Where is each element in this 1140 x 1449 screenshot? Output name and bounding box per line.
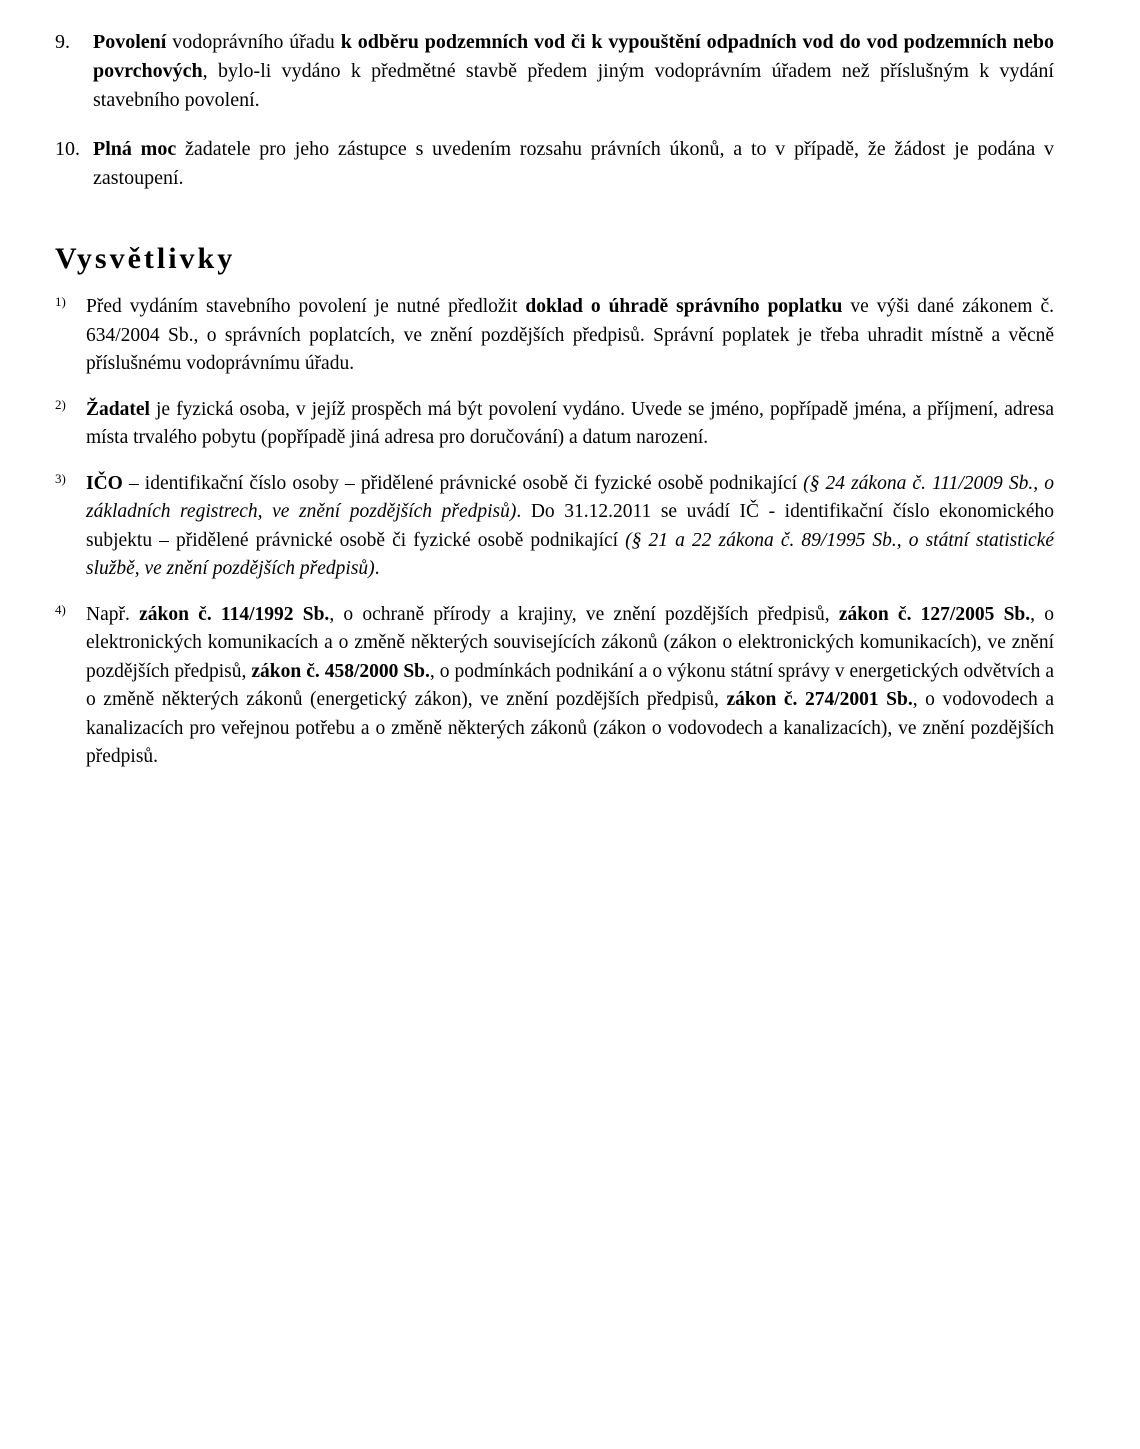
footnote-marker: 1) <box>55 294 66 309</box>
footnote-2 <box>55 396 1054 453</box>
footnote-1 <box>55 293 1054 379</box>
list-item-text: Plná moc žadatele pro jeho zástupce s uvedením rozsahu právních úkonů, a to v případě, že žádost je podána v zastoupení. <box>93 138 1054 189</box>
footnote-marker: 2) <box>55 396 66 412</box>
numbered-list <box>55 28 1054 193</box>
footnote-3 <box>55 470 1054 584</box>
footnote-text: IČO – identifikační číslo osoby – přidělené právnické osobě či fyzické osobě podnikající (§ 24 zákona č. 111/2009 Sb., o základních registrech, ve znění pozdějších předpisů). Do 31.12.2011 se uvádí IČ - identifikační číslo ekonomického subjektu – přidělené právnické osobě či fyzické osobě podnikající (§ 21 a 22 zákona č. 89/1995 Sb., o státní statistické službě, ve znění pozdějších předpisů). <box>86 472 1055 579</box>
footnotes-section <box>55 293 1054 772</box>
list-item-9 <box>55 28 1054 115</box>
section-heading: Vysvětlivky <box>55 242 236 275</box>
list-item-10 <box>55 135 1054 193</box>
footnote-marker: 3) <box>55 470 66 486</box>
footnote-text: Žadatel je fyzická osoba, v jejíž prospěch má být povolení vydáno. Uvede se jméno, popřípadě jména, a příjmení, adresa místa trvalého pobytu (popřípadě jiná adresa pro doručování) a datum narození. <box>86 398 1054 448</box>
list-item-text: Povolení vodoprávního úřadu k odběru podzemních vod či k vypouštění odpadních vod do vod podzemních nebo povrchových, bylo-li vydáno k předmětné stavbě předem jiným vodoprávním úřadem než příslušným k vydání stavebního povolení. <box>93 31 1054 111</box>
footnote-text: Před vydáním stavebního povolení je nutné předložit doklad o úhradě správního poplatku ve výši dané zákonem č. 634/2004 Sb., o správních poplatcích, ve znění pozdějších předpisů. Správní poplatek je třeba uhradit místně a věcně příslušnému vodoprávnímu úřadu. <box>86 296 1054 374</box>
footnote-text: Např. zákon č. 114/1992 Sb., o ochraně přírody a krajiny, ve znění pozdějších předpisů, zákon č. 127/2005 Sb., o elektronických komunikacích a o změně některých souvisejících zákonů (zákon o elektronických komunikacích), ve znění pozdějších předpisů, zákon č. 458/2000 Sb., o podmínkách podnikání a o výkonu státní správy v energetických odvětvích a o změně některých zákonů (energetický zákon), ve znění pozdějších předpisů, zákon č. 274/2001 Sb., o vodovodech a kanalizacích pro veřejnou potřebu a o změně některých zákonů (zákon o vodovodech a kanalizacích), ve znění pozdějších předpisů. <box>86 603 1055 767</box>
list-item-number: 10. <box>55 138 80 160</box>
footnote-4 <box>55 601 1054 772</box>
list-item-number: 9. <box>55 31 70 53</box>
footnote-marker: 4) <box>55 601 66 617</box>
